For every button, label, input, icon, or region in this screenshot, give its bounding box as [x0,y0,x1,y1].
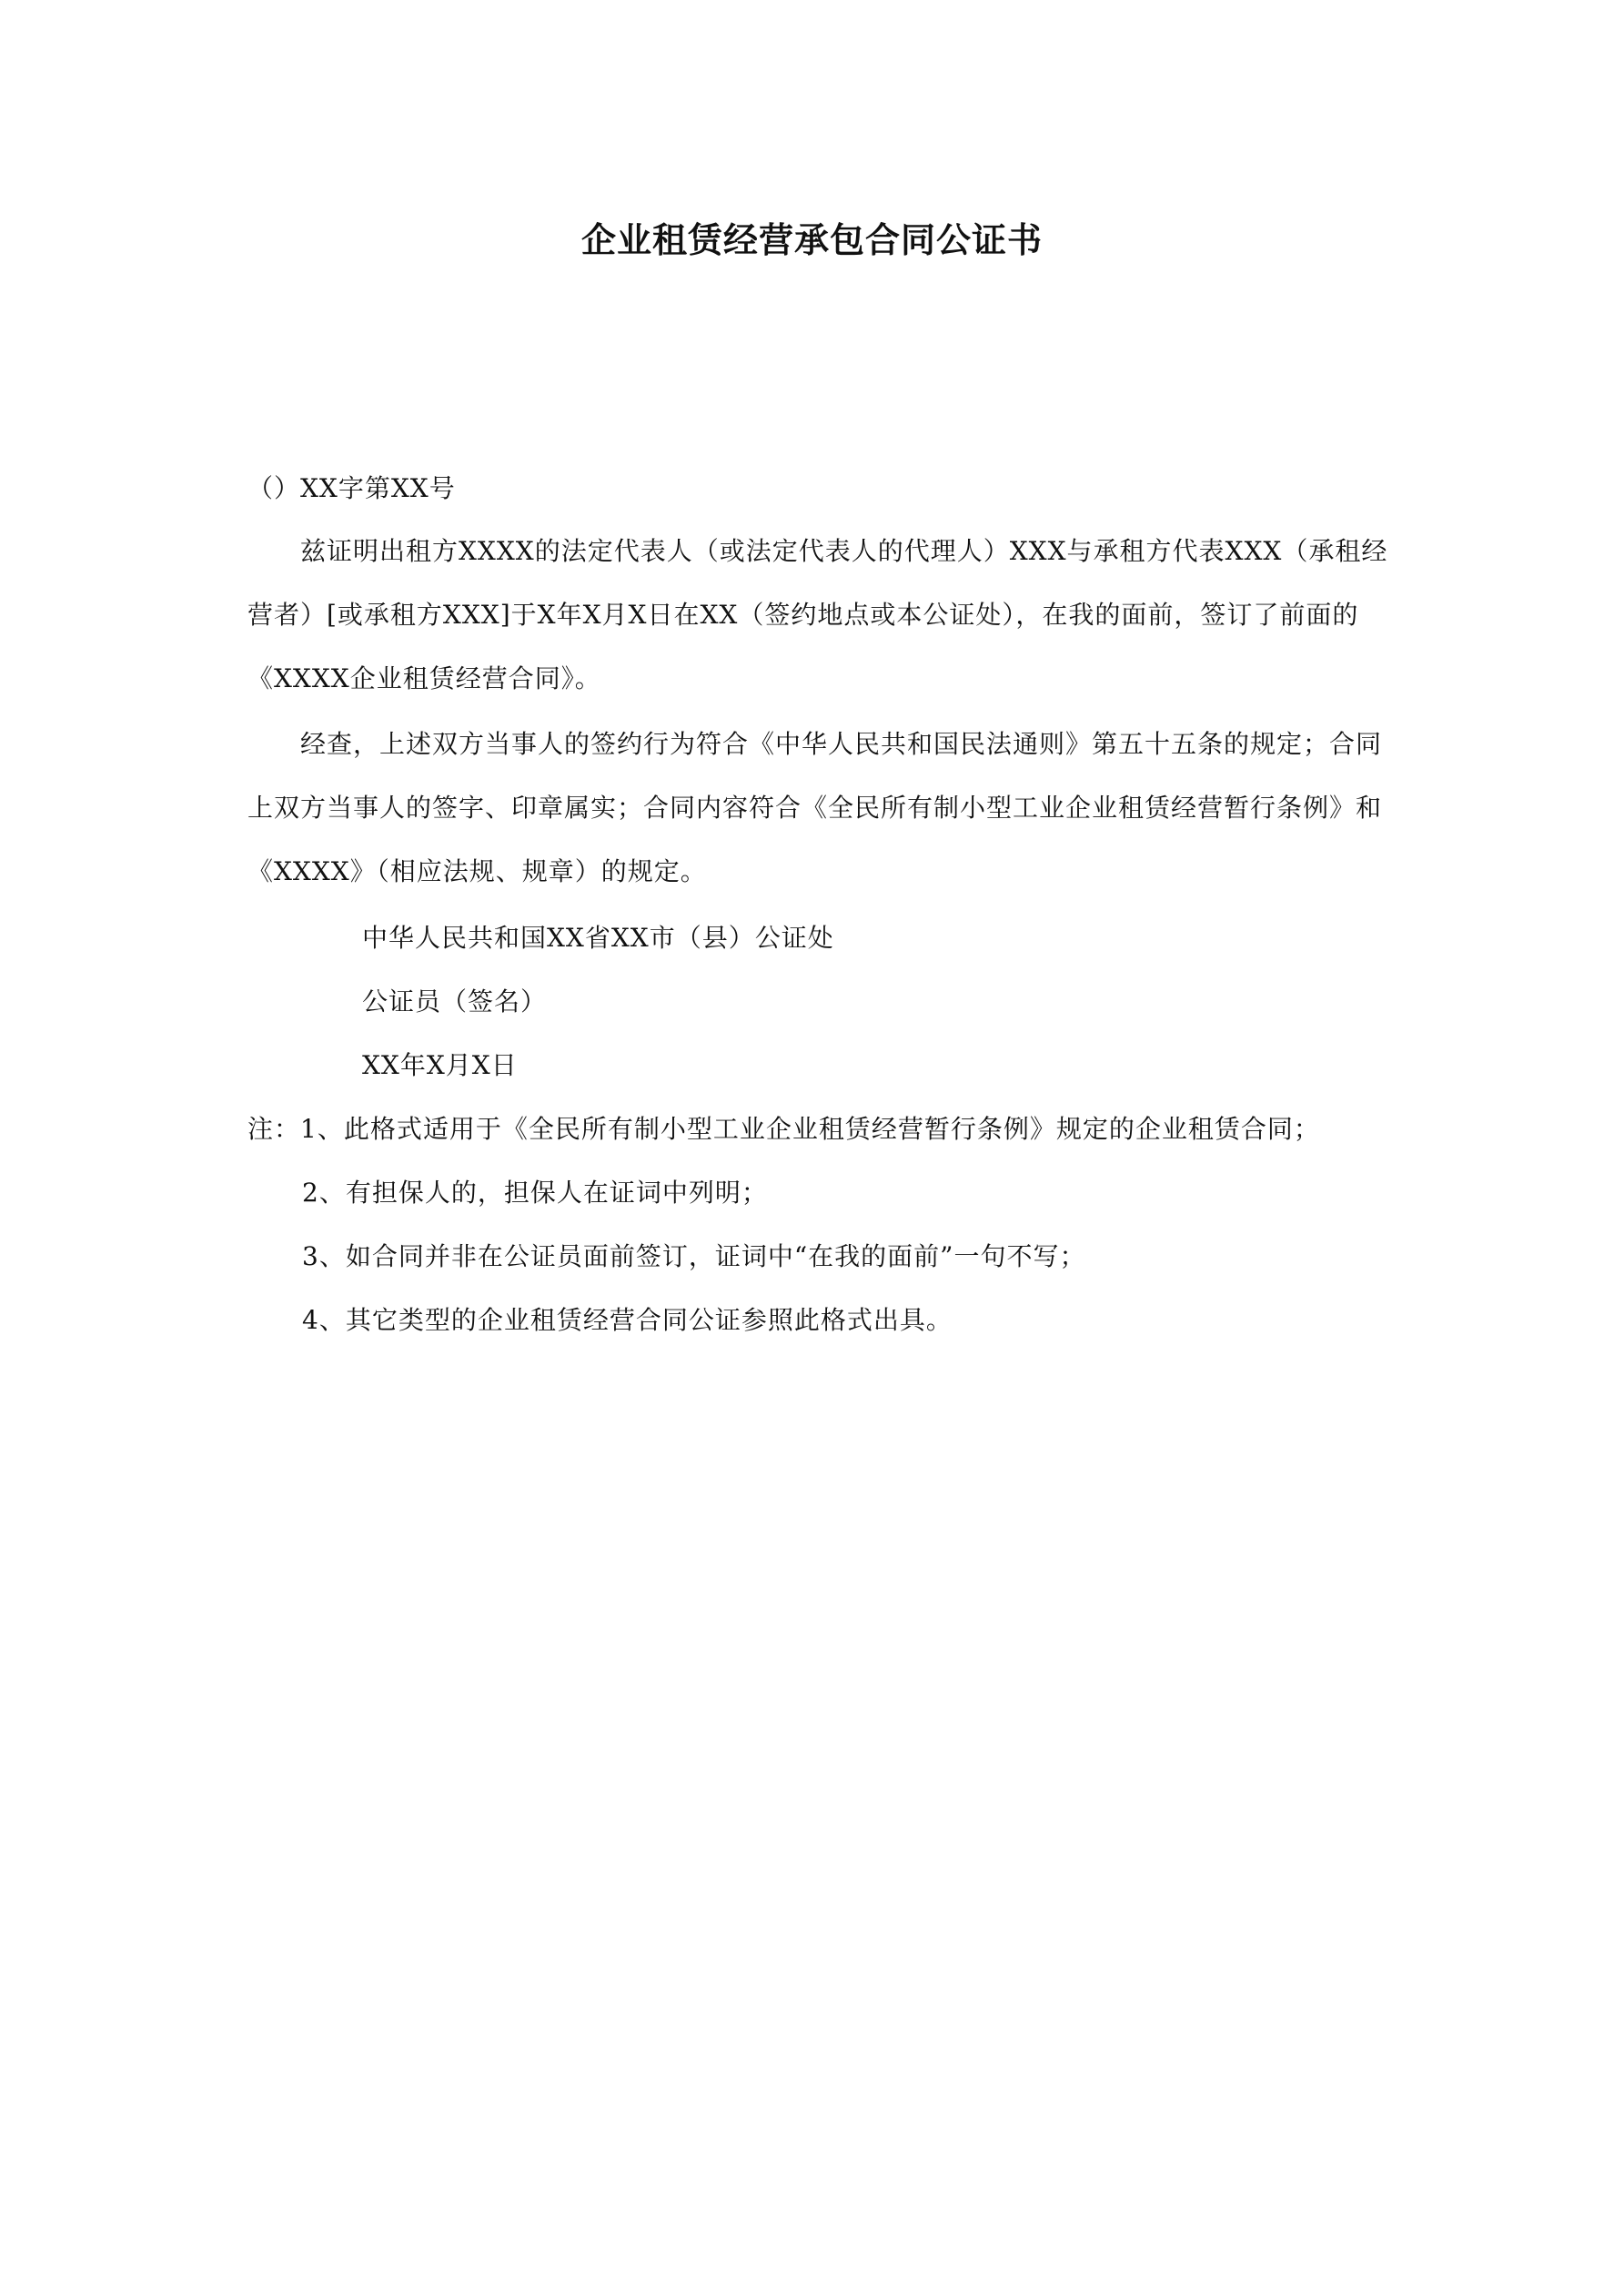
verification-paragraph: 经查，上述双方当事人的签约行为符合《中华人民共和国民法通则》第五十五条的规定；合同上双方当事人的签字、印章属实；合同内容符合《全民所有制小型工业企业租赁经营暂行条例》和《XXXX》（相应法规、规章）的规定。 [247,729,1383,886]
note-item: 4、其它类型的企业租赁经营合同公证参照此格式出具。 [302,1305,953,1335]
note-item: 注：1、此格式适用于《全民所有制小型工业企业租赁经营暂行条例》规定的企业租赁合同； [247,1114,1320,1144]
document-title: 企业租赁经营承包合同公证书 [580,219,1043,260]
case-number: （）XX字第XX号 [247,473,456,503]
certification-paragraph: 兹证明出租方XXXX的法定代表人（或法定代表人的代理人）XXX与承租方代表XXX（承租经营者）[或承租方XXX]于X年X月X日在XX（签约地点或本公证处），在我的面前，签订了前面的《XXXX企业租赁经营合同》。 [247,536,1388,693]
note-item: 2、有担保人的，担保人在证词中列明； [302,1178,768,1208]
notary-office: 中华人民共和国XX省XX市（县）公证处 [362,923,834,953]
notary-date: XX年X月X日 [362,1050,518,1080]
notary-signature: 公证员（签名） [362,986,548,1017]
note-item: 3、如合同并非在公证员面前签订，证词中“在我的面前”一句不写； [302,1241,1086,1271]
